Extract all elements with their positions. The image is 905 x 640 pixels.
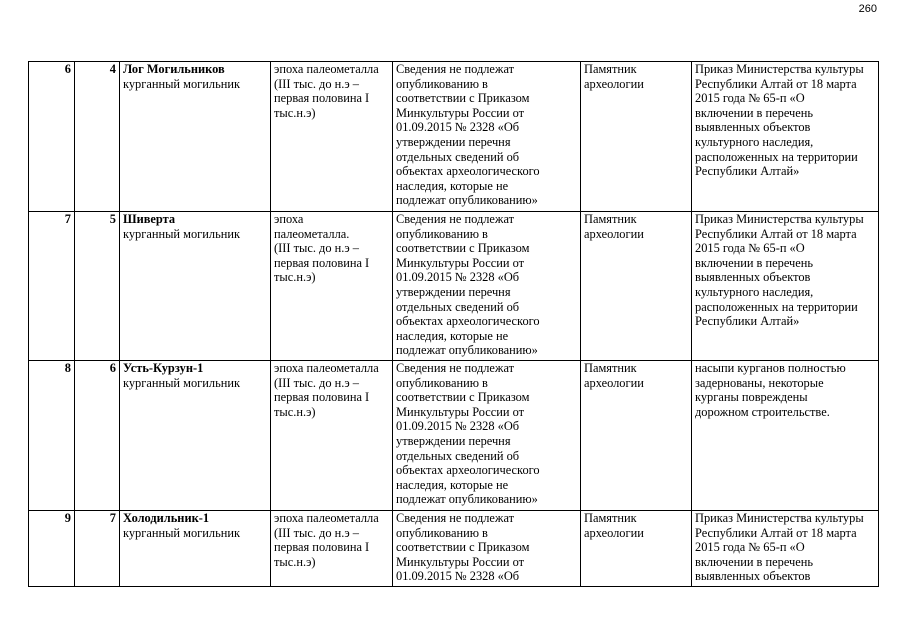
row-number: 6 [29,62,75,212]
table-row [29,361,879,511]
site-name: Лог Могильников [123,62,225,76]
document-cell: Приказ Министерства культуры Республики Алтай от 18 марта 2015 года № 65-п «О включении в перечень выявленных объектов культурного наследия, расположенных на территории Республики Алтай» [692,62,879,212]
table-row [29,511,879,587]
document-cell: насыпи курганов полностью задернованы, некоторые курганы повреждены дорожном строительстве. [692,361,879,511]
period-cell: эпоха палеометалла (III тыс. до н.э – первая половина I тыс.н.э) [271,361,393,511]
period-cell: эпоха палеометалла (III тыс. до н.э – первая половина I тыс.н.э) [271,62,393,212]
heritage-registry-table [28,61,879,587]
site-type: курганный могильник [123,76,240,91]
period-cell: эпоха палеометалла. (III тыс. до н.э – первая половина I тыс.н.э) [271,212,393,361]
site-name: Шиверта [123,212,176,226]
site-type: курганный могильник [123,525,240,540]
table-row [29,212,879,361]
site-name-cell [120,511,271,587]
row-number: 9 [29,511,75,587]
site-name: Холодильник-1 [123,511,210,525]
site-name-cell [120,361,271,511]
document-cell: Приказ Министерства культуры Республики Алтай от 18 марта 2015 года № 65-п «О включении в перечень выявленных объектов [692,511,879,587]
info-cell: Сведения не подлежат опубликованию в соответствии с Приказом Минкультуры России от 01.09.2015 № 2328 «Об утверждении перечня отдельных сведений об объектах археологического наследия, которые не подлежат опубликованию» [393,361,581,511]
category-cell: Памятник археологии [581,511,692,587]
site-type: курганный могильник [123,375,240,390]
row-sub-number: 5 [75,212,120,361]
category-cell: Памятник археологии [581,62,692,212]
info-cell: Сведения не подлежат опубликованию в соответствии с Приказом Минкультуры России от 01.09.2015 № 2328 «Об утверждении перечня отдельных сведений об объектах археологического наследия, которые не подлежат опубликованию» [393,212,581,361]
row-number: 7 [29,212,75,361]
table-row [29,62,879,212]
document-cell: Приказ Министерства культуры Республики Алтай от 18 марта 2015 года № 65-п «О включении в перечень выявленных объектов культурного наследия, расположенных на территории Республики Алтай» [692,212,879,361]
row-number: 8 [29,361,75,511]
info-cell: Сведения не подлежат опубликованию в соответствии с Приказом Минкультуры России от 01.09.2015 № 2328 «Об утверждении перечня отдельных сведений об объектах археологического наследия, которые не подлежат опубликованию» [393,62,581,212]
row-sub-number: 6 [75,361,120,511]
row-sub-number: 7 [75,511,120,587]
page-number: 260 [858,3,877,15]
category-cell: Памятник археологии [581,212,692,361]
row-sub-number: 4 [75,62,120,212]
site-name: Усть-Курзун-1 [123,361,204,375]
category-cell: Памятник археологии [581,361,692,511]
site-type: курганный могильник [123,226,240,241]
period-cell: эпоха палеометалла (III тыс. до н.э – первая половина I тыс.н.э) [271,511,393,587]
site-name-cell [120,62,271,212]
site-name-cell [120,212,271,361]
info-cell: Сведения не подлежат опубликованию в соответствии с Приказом Минкультуры России от 01.09.2015 № 2328 «Об [393,511,581,587]
